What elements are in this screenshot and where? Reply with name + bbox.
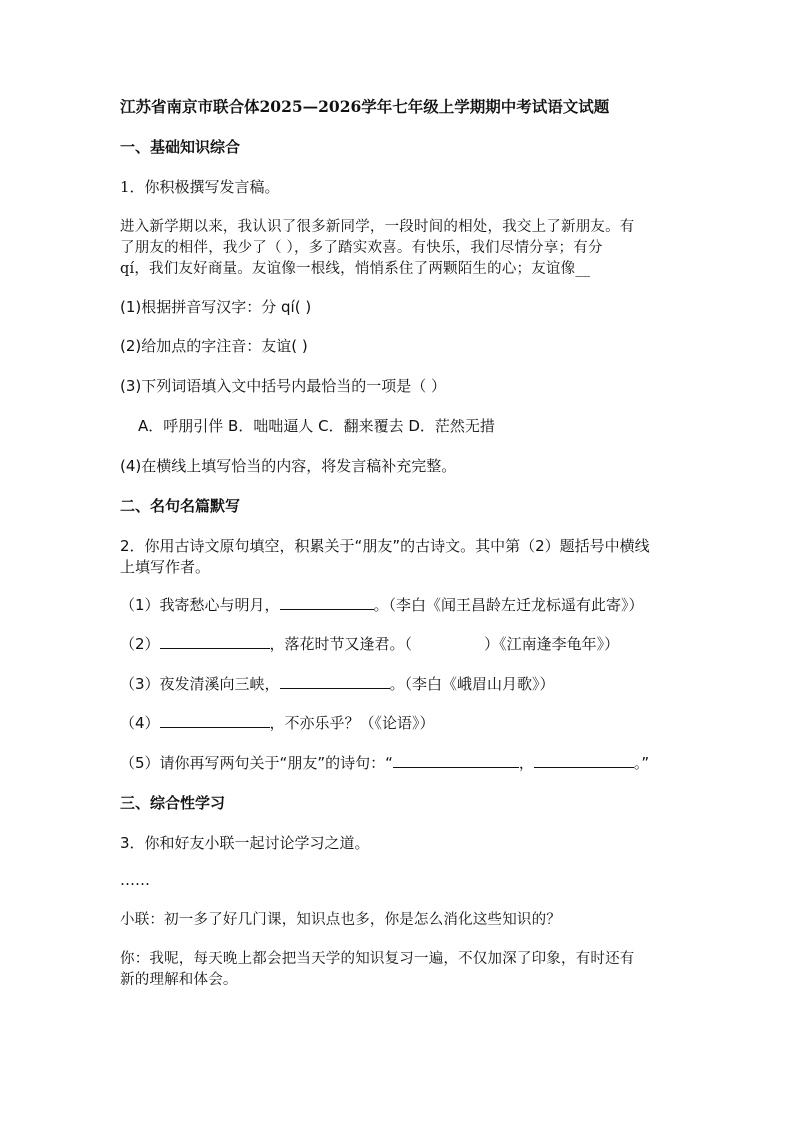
recitation-item-2-source: ）《江南逢李龟年》）	[484, 635, 620, 653]
blank-line	[534, 753, 634, 768]
section-heading-basic-knowledge: 一、基础知识综合	[120, 138, 241, 156]
recitation-item-4-source: ，不亦乐乎？（《论语》）	[269, 714, 435, 732]
author-blank	[412, 635, 484, 649]
recitation-item-2-text: ，落花时节又逢君。（	[269, 635, 413, 653]
recitation-item-5-end: 。”	[633, 754, 650, 772]
dialog-line-xiaolian: 小联：初一多了好几门课，知识点也多，你是怎么消化这些知识的？	[120, 912, 561, 928]
recitation-item-1	[120, 595, 644, 615]
recitation-item-5	[120, 753, 649, 773]
question-3-prompt: 3．你和好友小联一起讨论学习之道。	[120, 834, 370, 852]
section-heading-integrated-learning: 三、综合性学习	[120, 794, 226, 812]
recitation-item-3-text: （3）夜发清溪向三峡，	[120, 675, 280, 693]
recitation-item-2-number: （2）	[120, 635, 160, 653]
recitation-item-5-comma: ，	[518, 754, 534, 772]
passage-line-1: 进入新学期以来，我认识了很多新同学，一段时间的相处，我交上了新朋友。有	[120, 219, 635, 235]
passage-line-3: qí，我们友好商量。友谊像一根线，悄悄系住了两颗陌生的心；友谊像__	[120, 261, 591, 277]
recitation-item-4-number: （4）	[120, 714, 160, 732]
section-heading-recitation: 二、名句名篇默写	[120, 497, 241, 515]
blank-line	[280, 595, 374, 610]
document-title: 江苏省南京市联合体2025—2026学年七年级上学期期中考试语文试题	[120, 97, 610, 116]
recitation-item-3-source: 。（李白《峨眉山月歌》）	[389, 675, 555, 693]
blank-line	[393, 753, 519, 768]
subquestion-4: (4)在横线上填写恰当的内容，将发言稿补充完整。	[120, 457, 457, 475]
recitation-item-4	[120, 713, 435, 733]
blank-line	[280, 674, 390, 689]
recitation-item-3	[120, 674, 555, 694]
dialog-line-you-2: 新的理解和体会。	[120, 972, 238, 988]
subquestion-1: (1)根据拼音写汉字：分 qí( )	[120, 298, 312, 316]
blank-line	[160, 634, 270, 649]
subquestion-3: (3)下列词语填入文中括号内最恰当的一项是（ ）	[120, 377, 447, 395]
passage-line-2: 了朋友的相伴，我少了（ ），多了踏实欢喜。有快乐，我们尽情分享；有分	[120, 240, 603, 256]
subquestion-3-options: A．呼朋引伴 B．咄咄逼人 C．翻来覆去 D．茫然无措	[138, 417, 495, 435]
question-2-prompt-line-1: 2．你用古诗文原句填空，积累关于“朋友”的古诗文。其中第（2）题括号中横线	[120, 537, 650, 555]
recitation-item-1-source: 。（李白《闻王昌龄左迁龙标遥有此寄》）	[373, 596, 644, 614]
recitation-item-2	[120, 634, 619, 654]
question-2-prompt-line-2: 上填写作者。	[120, 558, 211, 576]
subquestion-2: (2)给加点的字注音：友谊( )	[120, 337, 308, 355]
recitation-item-1-text: （1）我寄愁心与明月，	[120, 596, 280, 614]
ellipsis: ……	[120, 871, 150, 889]
recitation-item-5-text: （5）请你再写两句关于“朋友”的诗句：“	[120, 754, 393, 772]
dialog-line-you-1: 你：我呢，每天晚上都会把当天学的知识复习一遍，不仅加深了印象，有时还有	[120, 951, 635, 967]
blank-line	[160, 713, 270, 728]
question-1-prompt: 1．你积极撰写发言稿。	[120, 178, 280, 196]
